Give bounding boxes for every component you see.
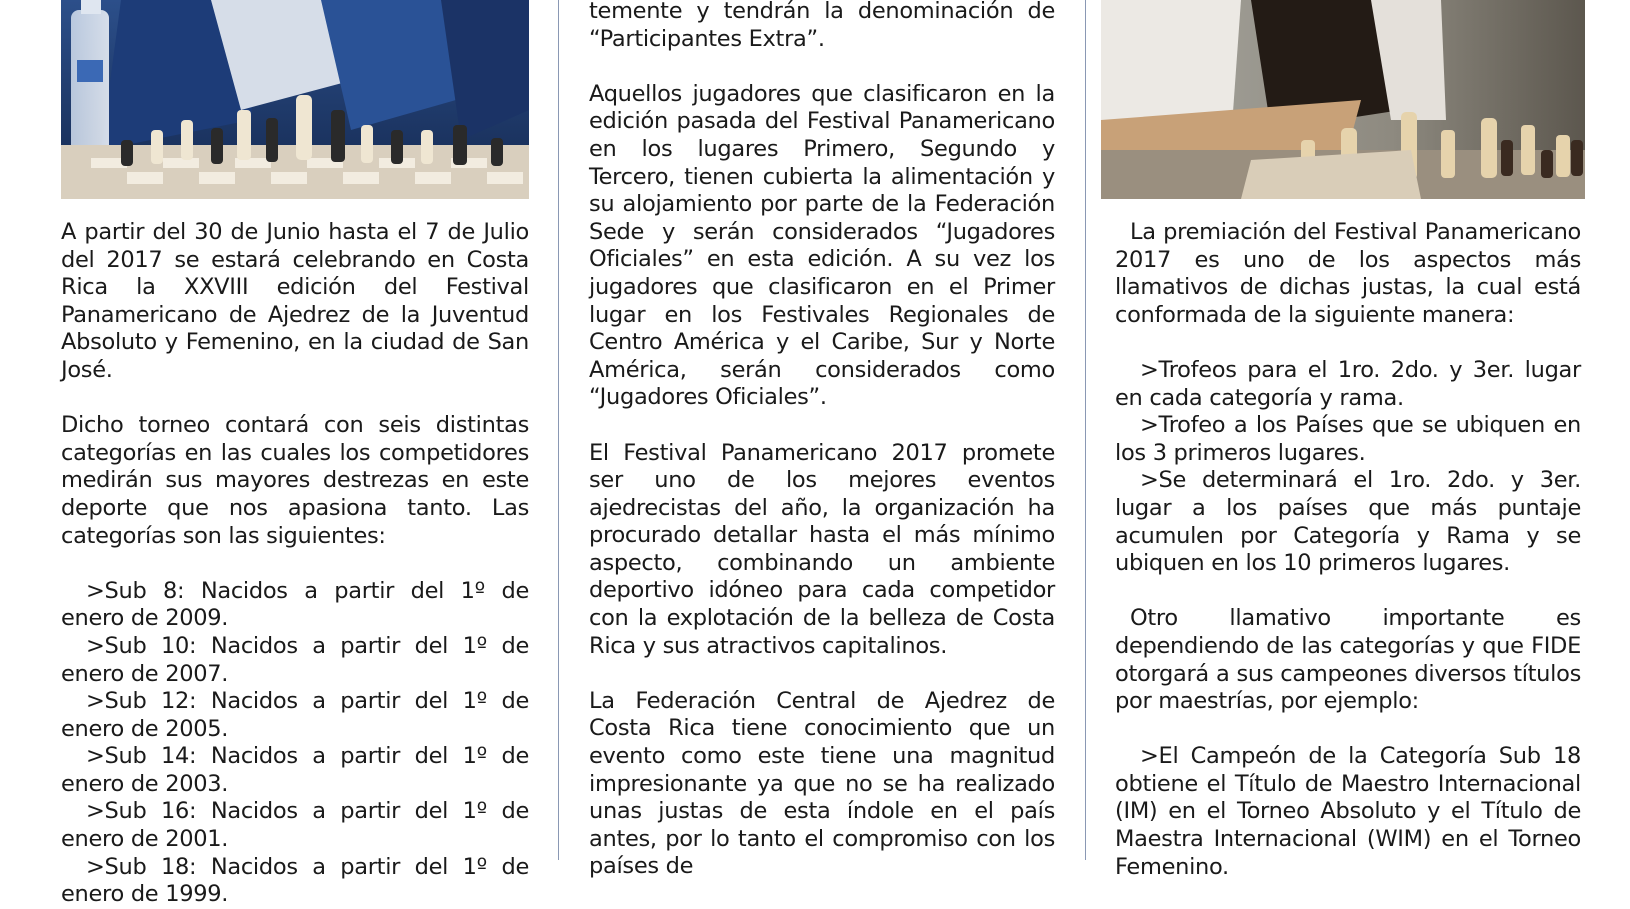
column-divider-left: [558, 0, 559, 860]
title-item: >El Campeón de la Categoría Sub 18 obtiene el Título de Maestro Internacional (IM) en el Torneo Absoluto y el Título de Maestra Internacional (WIM) en el Torneo Femenino.: [1115, 743, 1581, 880]
paragraph: Dicho torneo contará con seis distintas categorías en las cuales los competidores medirán sus mayores destrezas en este deporte que nos apasiona tanto. Las categorías son las siguientes:: [61, 412, 529, 549]
chess-girl-photo: [1101, 0, 1585, 199]
awards-intro: La premiación del Festival Panamericano 2017 es uno de los aspectos más llamativos de dichas justas, la cual está conformada de la siguiente manera:: [1115, 219, 1581, 328]
middle-column-text: [589, 0, 1055, 909]
paragraph: La Federación Central de Ajedrez de Costa Rica tiene conocimiento que un evento como este tiene una magnitud impresionante ya que no se ha realizado unas justas de esta índole en el país antes, por lo tanto el compromiso con los países de: [589, 687, 1055, 880]
chess-players-photo: [61, 0, 529, 199]
category-item: >Sub 16: Nacidos a partir del 1º de enero de 2001.: [61, 798, 529, 853]
paragraph: El Festival Panamericano 2017 promete ser uno de los mejores eventos ajedrecistas del año, la organización ha procurado detallar hasta el más mínimo aspecto, combinando un ambiente deportivo idóneo para cada competidor con la explotación de la belleza de Costa Rica y sus atractivos capitalinos.: [589, 439, 1055, 659]
column-divider-right: [1085, 0, 1086, 860]
category-item: >Sub 10: Nacidos a partir del 1º de enero de 2007.: [61, 632, 529, 687]
paragraph: temente y tendrán la denominación de “Participantes Extra”.: [589, 0, 1055, 52]
category-item: >Sub 18: Nacidos a partir del 1º de enero de 1999.: [61, 853, 529, 908]
award-item: >Se determinará el 1ro. 2do. y 3er. lugar a los países que más puntaje acumulen por Categoría y Rama y se ubiquen en los 10 primeros lugares.: [1115, 467, 1581, 577]
right-column-text: [1115, 219, 1581, 881]
paragraph: Aquellos jugadores que clasificaron en la edición pasada del Festival Panamericano en los lugares Primero, Segundo y Tercero, tienen cubierta la alimentación y su alojamiento por parte de la Federación Sede y serán considerados “Jugadores Oficiales” en esta edición. A su vez los jugadores que clasificaron en el Primer lugar en los Festivales Regionales de Centro América y el Caribe, Sur y Norte América, serán considerados como “Jugadores Oficiales”.: [589, 80, 1055, 411]
paragraph: A partir del 30 de Junio hasta el 7 de Julio del 2017 se estará celebrando en Costa Rica la XXVIII edición del Festival Panamericano de Ajedrez de la Juventud Absoluto y Femenino, en la ciudad de San José.: [61, 219, 529, 383]
category-item: >Sub 14: Nacidos a partir del 1º de enero de 2003.: [61, 743, 529, 797]
award-item: >Trofeos para el 1ro. 2do. y 3er. lugar en cada categoría y rama.: [1115, 356, 1581, 411]
award-item: >Trofeo a los Países que se ubiquen en los 3 primeros lugares.: [1115, 412, 1581, 466]
category-item: >Sub 12: Nacidos a partir del 1º de enero de 2005.: [61, 688, 529, 742]
category-item: >Sub 8: Nacidos a partir del 1º de enero de 2009.: [61, 577, 529, 632]
titles-intro: Otro llamativo importante es dependiendo de las categorías y que FIDE otorgará a sus campeones diversos títulos por maestrías, por ejemplo:: [1115, 605, 1581, 715]
left-column-text: [61, 219, 529, 909]
